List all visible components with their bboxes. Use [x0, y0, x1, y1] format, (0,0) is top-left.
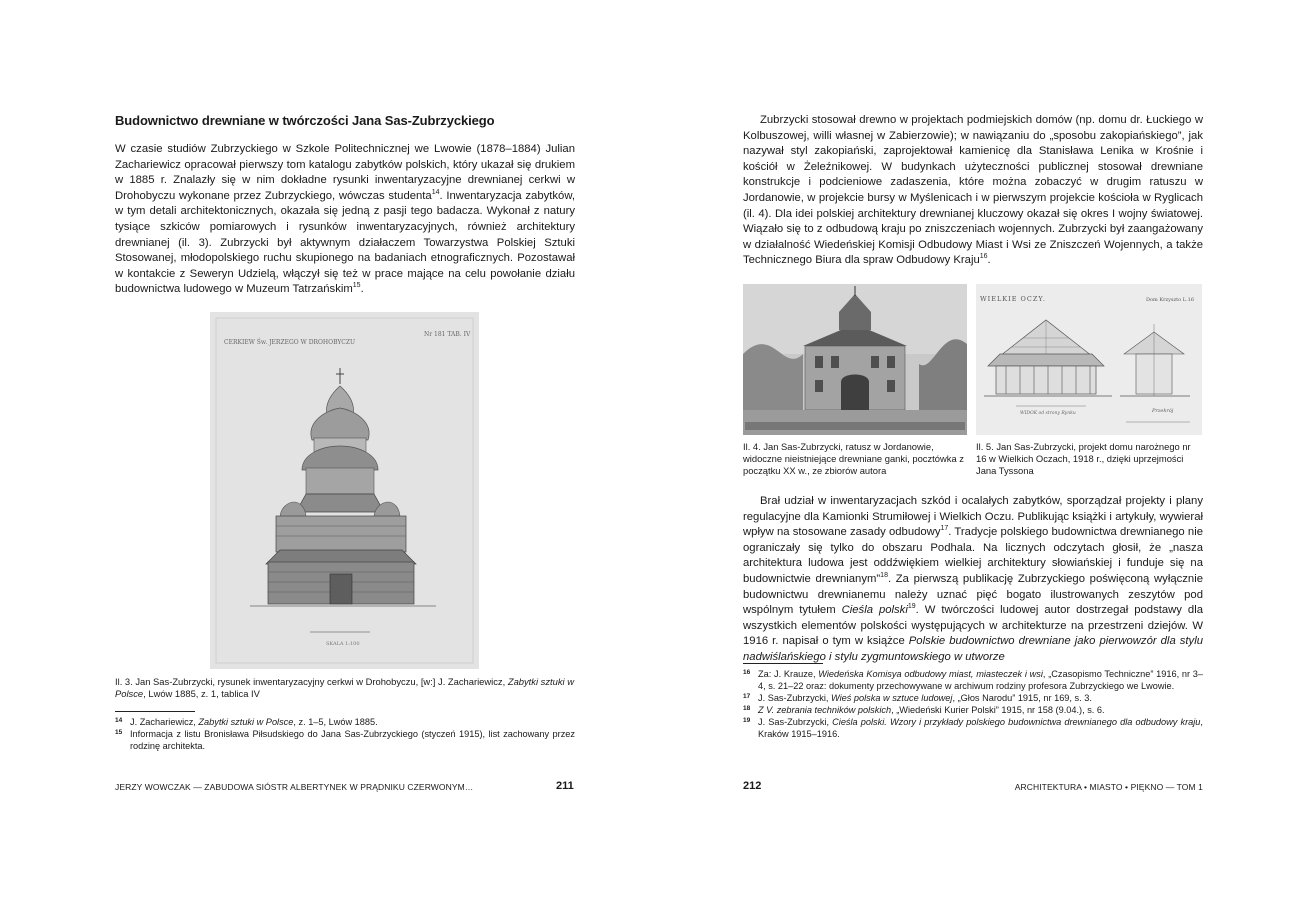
body-text: .	[360, 283, 364, 296]
house-project-drawing	[976, 284, 1202, 435]
figure-4-town-hall-photo	[743, 284, 967, 435]
footnote-number: 19	[743, 717, 751, 724]
footnote-text: J. Sas-Zubrzycki,	[758, 693, 832, 703]
footnote-separator	[115, 711, 195, 712]
footnote-text: Informacja z listu Bronisława Piłsudskiego do Jana Sas-Zubrzyckiego (styczeń 1915), list zachowany przez rodzinę architekta.	[130, 729, 575, 751]
drawing-sheet-label: Dom Krzyszto L.16	[1146, 297, 1195, 303]
right-body-paragraph-1	[743, 113, 1203, 269]
footnote-16	[743, 668, 1203, 692]
left-body-paragraph	[115, 142, 575, 298]
footnote-15	[115, 728, 575, 752]
left-running-head: JERZY WOWCZAK — ZABUDOWA SIÓSTR ALBERTYNEK W PRĄDNIKU CZERWONYM…	[115, 782, 474, 792]
footnote-number: 16	[743, 669, 751, 676]
church-elevation-drawing	[210, 312, 479, 669]
body-italic: Polskie budownictwo drewniane jako pierwowzór dla stylu nadwiślańskiego i stylu zygmuntowskiego w utworze	[743, 635, 1203, 663]
footnote-ref-17[interactable]: 17	[940, 525, 949, 533]
footnote-italic: Wiedeńska Komisya odbudowy miast, miasteczek i wsi	[818, 669, 1043, 679]
drawing-scale-label: SKALA 1:100	[326, 641, 360, 647]
figure-3-church-drawing	[210, 312, 479, 669]
footnote-text: , „Głos Narodu” 1915, nr 169, s. 3.	[952, 693, 1092, 703]
drawing-title: WIELKIE OCZY.	[980, 295, 1046, 303]
footnote-text: , „Czasopismo Techniczne” 1916, nr 3–4, s. 21–22 oraz: dokumenty przechowywane w archiwum rodziny profesora Zubrzyckiego we Lwowie.	[758, 669, 1203, 691]
right-body-paragraph-2	[743, 494, 1203, 666]
body-text: Brał udział w inwentaryzacjach szkód i ocalałych zabytków, sporządzał projekty i plany regulacyjne dla Kamionki Strumiłowej i Wielkich Oczu. Publikując książki i artykuły, wywierał wpływ na stosowane zasady odbudowy	[743, 495, 1203, 539]
town-hall-photo	[743, 284, 967, 435]
section-heading: Budownictwo drewniane w twórczości Jana Sas-Zubrzyckiego	[115, 113, 495, 128]
footnote-number: 18	[743, 705, 751, 712]
footnote-text: , Kraków 1915–1916.	[758, 717, 1203, 739]
footnote-14	[115, 716, 575, 728]
figure-3-caption	[115, 676, 575, 700]
body-italic: Cieśla polski	[841, 604, 908, 617]
caption-text: , Lwów 1885, z. 1, tablica IV	[143, 688, 260, 699]
footnote-italic: Z V. zebrania techników polskich	[758, 705, 892, 715]
footnote-ref-15[interactable]: 15	[352, 282, 361, 290]
body-text: W czasie studiów Zubrzyckiego w Szkole Politechnicznej we Lwowie (1878–1884) Julian Zachariewicz opracował pierwszy tom katalogu zabytków polskich, który ukazał się drukiem w 1885 r. Znalazły się w nim dokładne rysunki inwentaryzacyjne drewnianej cerkwi w Drohobyczu wykonane przez Zubrzyckiego, wówczas studenta	[115, 143, 575, 202]
footnote-italic: Wieś polska w sztuce ludowej	[831, 693, 953, 703]
body-text: . Za pierwszą publikację Zubrzyckiego poświęconą wyłącznie budownictwu drewnianemu należy uznać pięć bogato ilustrowanych zeszytów pod wspólnym tytułem	[743, 572, 1203, 617]
footnote-ref-14[interactable]: 14	[431, 189, 440, 197]
drawing-view-label: WIDOK od strony Rynku	[1020, 411, 1076, 416]
body-text: .	[987, 254, 991, 267]
drawing-plate-number: Nr 181 TAB. IV	[424, 331, 471, 338]
footnote-17	[743, 692, 1203, 704]
body-text: . Tradycje polskiego budownictwa drewnianego nie ograniczały się tylko do obszaru Podhala. Na licznych odczytach głosił, że „nasza architektura ludowa jest oddźwiękiem wielkiej architektury słowiańskiej i funduje się na budownictwie drewnianym”	[743, 526, 1203, 585]
footnote-number: 14	[115, 717, 123, 724]
right-page	[650, 0, 1300, 919]
right-footnotes	[743, 668, 1203, 740]
footnote-number: 15	[115, 729, 123, 736]
footnote-text: J. Zachariewicz,	[130, 717, 199, 727]
figure-5-house-project-drawing	[976, 284, 1202, 435]
body-text: . W twórczości ludowej autor dostrzegał podstawy dla wszystkich elementów polskości występujących w architekturze na przestrzeni dziejów. W 1916 r. napisał o tym w książce	[743, 604, 1203, 648]
footnote-text: Za: J. Krauze,	[758, 669, 819, 679]
figure-4-caption: Il. 4. Jan Sas-Zubrzycki, ratusz w Jordanowie, widoczne nieistniejące drewniane ganki, pocztówka z początku XX w., ze zbiorów autora	[743, 441, 964, 476]
body-text: Zubrzycki stosował drewno w projektach podmiejskich domów (np. domu dr. Łuckiego w Kolbuszowej, willi własnej w Zabierzowie); w nawiązaniu do „sposobu zakopiańskiego”, jak nazywał styl zakopiański, zaprojektował kamienicę dla Stanisława Lenika w Krośnie i kościół w Żeleźnikowej. W budynkach użyteczności publicznej stosował drewniane konstrukcje i podcieniowe zadaszenia, które można zobaczyć w drugim ratuszu w Jordanowie, w projekcie bursy w Myślenicach i w pierwszym projekcie kościoła w Ryglicach (il. 4). Dla idei polskiej architektury drewnianej kluczowy okazał się okres I wojny światowej. Wiązało się to z odbudową kraju po zniszczeniach wojennych. Zubrzycki był zaangażowany w działalność Wiedeńskiej Komisji Odbudowy Miast i Wsi ze Zniszczeń Wojennych, a także Technicznego Biura dla spraw Odbudowy Kraju	[743, 114, 1203, 267]
figure-5-caption: Il. 5. Jan Sas-Zubrzycki, projekt domu narożnego nr 16 w Wielkich Oczach, 1918 r., dzięki uprzejmości Jana Tyssona	[976, 441, 1191, 476]
body-text: . Inwentaryzacja zabytków, w tym detali architektonicznych, okazała się jedną z pasji tego badacza. Wykonał z natury tysiące szkiców pomiarowych i rysunków inwentaryzacyjnych, również architektury drewnianej (il. 3). Zubrzycki był aktywnym działaczem Towarzystwa Polskiej Sztuki Stosowanej, młodopolskiego ruchu skupionego na badaniach etnograficznych. Pozostawał w kontakcie z Seweryn Udzielą, włączył się też w prace mające na celu powołanie działu budownictwa ludowego w Muzeum Tatrzańskim	[115, 189, 576, 296]
drawing-title: CERKIEW Św. JERZEGO W DROHOBYCZU	[224, 339, 356, 346]
footnote-text: , „Wiedeński Kurier Polski” 1915, nr 158 (9.04.), s. 6.	[891, 705, 1105, 715]
footnote-ref-19[interactable]: 19	[907, 603, 916, 611]
caption-italic: Zabytki sztuki w Polsce	[115, 676, 575, 699]
footnote-italic: Cieśla polski. Wzory i przykłady polskiego budownictwa drewnianego dla odbudowy kraju	[832, 717, 1201, 727]
right-page-number: 212	[743, 780, 762, 792]
right-running-head: ARCHITEKTURA • MIASTO • PIĘKNO — TOM 1	[1014, 782, 1203, 792]
footnote-18	[743, 704, 1203, 716]
footnote-text: , z. 1–5, Lwów 1885.	[293, 717, 378, 727]
caption-text: Il. 3. Jan Sas-Zubrzycki, rysunek inwentaryzacyjny cerkwi w Drohobyczu, [w:] J. Zachariewicz,	[115, 676, 508, 687]
footnote-ref-16[interactable]: 16	[979, 253, 988, 261]
footnote-italic: Zabytki sztuki w Polsce	[198, 717, 294, 727]
drawing-section-label: Przekrój	[1152, 408, 1174, 414]
left-footnotes	[115, 716, 575, 752]
footnote-separator	[743, 663, 823, 664]
footnote-19	[743, 716, 1203, 740]
footnote-number: 17	[743, 693, 751, 700]
left-page-number: 211	[556, 780, 574, 792]
footnote-text: J. Sas-Zubrzycki,	[758, 717, 833, 727]
footnote-ref-18[interactable]: 18	[880, 572, 888, 580]
